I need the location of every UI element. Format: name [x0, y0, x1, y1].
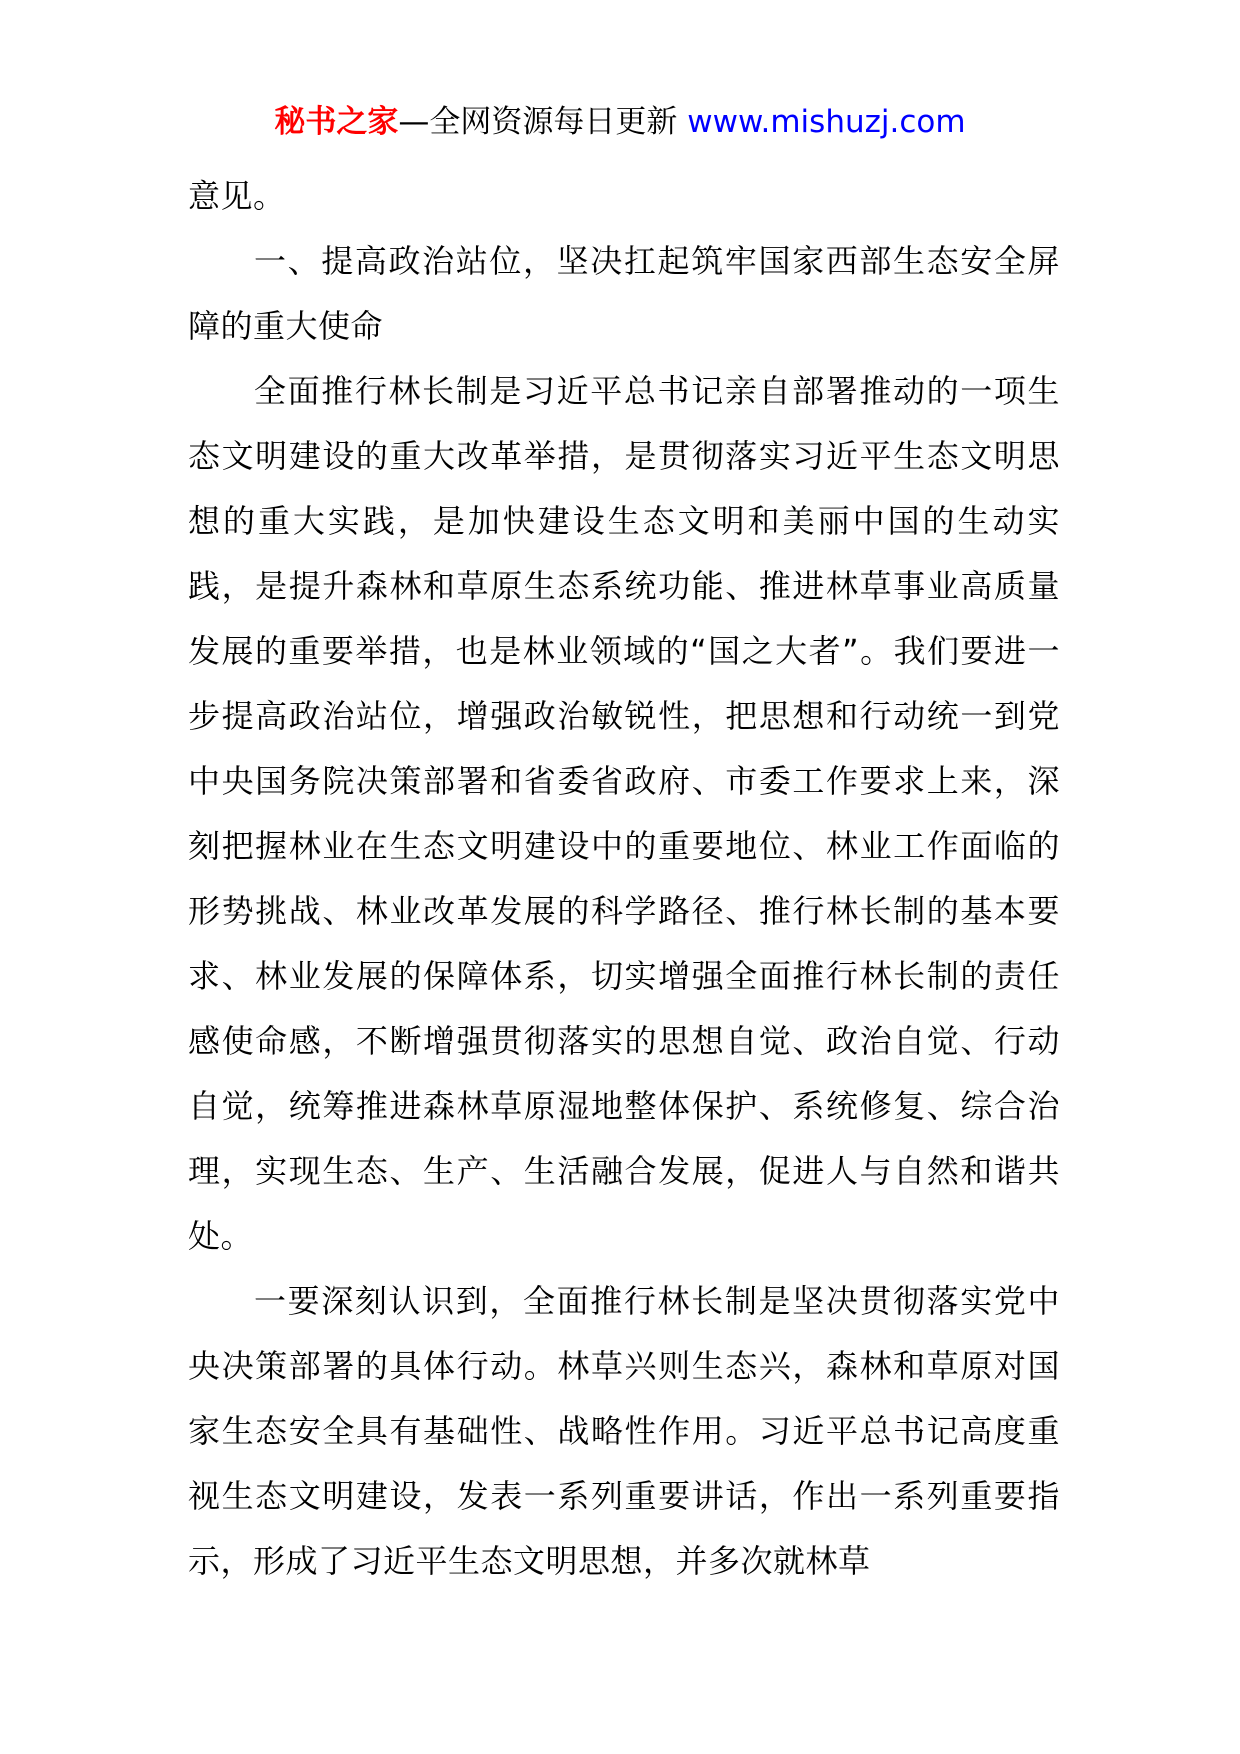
- body-paragraph: 一要深刻认识到，全面推行林长制是坚决贯彻落实党中央决策部署的具体行动。林草兴则生态兴，森林和草原对国家生态安全具有基础性、战略性作用。习近平总书记高度重视生态文明建设，发表一系列重要讲话，作出一系列重要指示，形成了习近平生态文明思想，并多次就林草: [188, 1282, 1060, 1580]
- body-paragraph: 全面推行林长制是习近平总书记亲自部署推动的一项生态文明建设的重大改革举措，是贯彻落实习近平生态文明思想的重大实践，是加快建设生态文明和美丽中国的生动实践，是提升森林和草原生态系统功能、推进林草事业高质量发展的重要举措，也是林业领域的“国之大者”。我们要进一步提高政治站位，增强政治敏锐性，把思想和行动统一到党中央国务院决策部署和省委省政府、市委工作要求上来，深刻把握林业在生态文明建设中的重要地位、林业工作面临的形势挑战、林业改革发展的科学路径、推行林长制的基本要求、林业发展的保障体系，切实增强全面推行林长制的责任感使命感，不断增强贯彻落实的思想自觉、政治自觉、行动自觉，统筹推进森林草原湿地整体保护、系统修复、综合治理，实现生态、生产、生活融合发展，促进人与自然和谐共处。: [188, 372, 1060, 1255]
- document-body: [188, 164, 1060, 1594]
- header-brand: 秘书之家: [274, 104, 399, 140]
- header-slogan: —全网资源每日更新: [398, 104, 688, 140]
- section-heading: 一、提高政治站位，坚决扛起筑牢国家西部生态安全屏障的重大使命: [188, 242, 1060, 345]
- header-url-link[interactable]: www.mishuzj.com: [687, 104, 966, 140]
- page-header: [0, 100, 1240, 144]
- paragraph-continuation: 意见。: [188, 177, 286, 215]
